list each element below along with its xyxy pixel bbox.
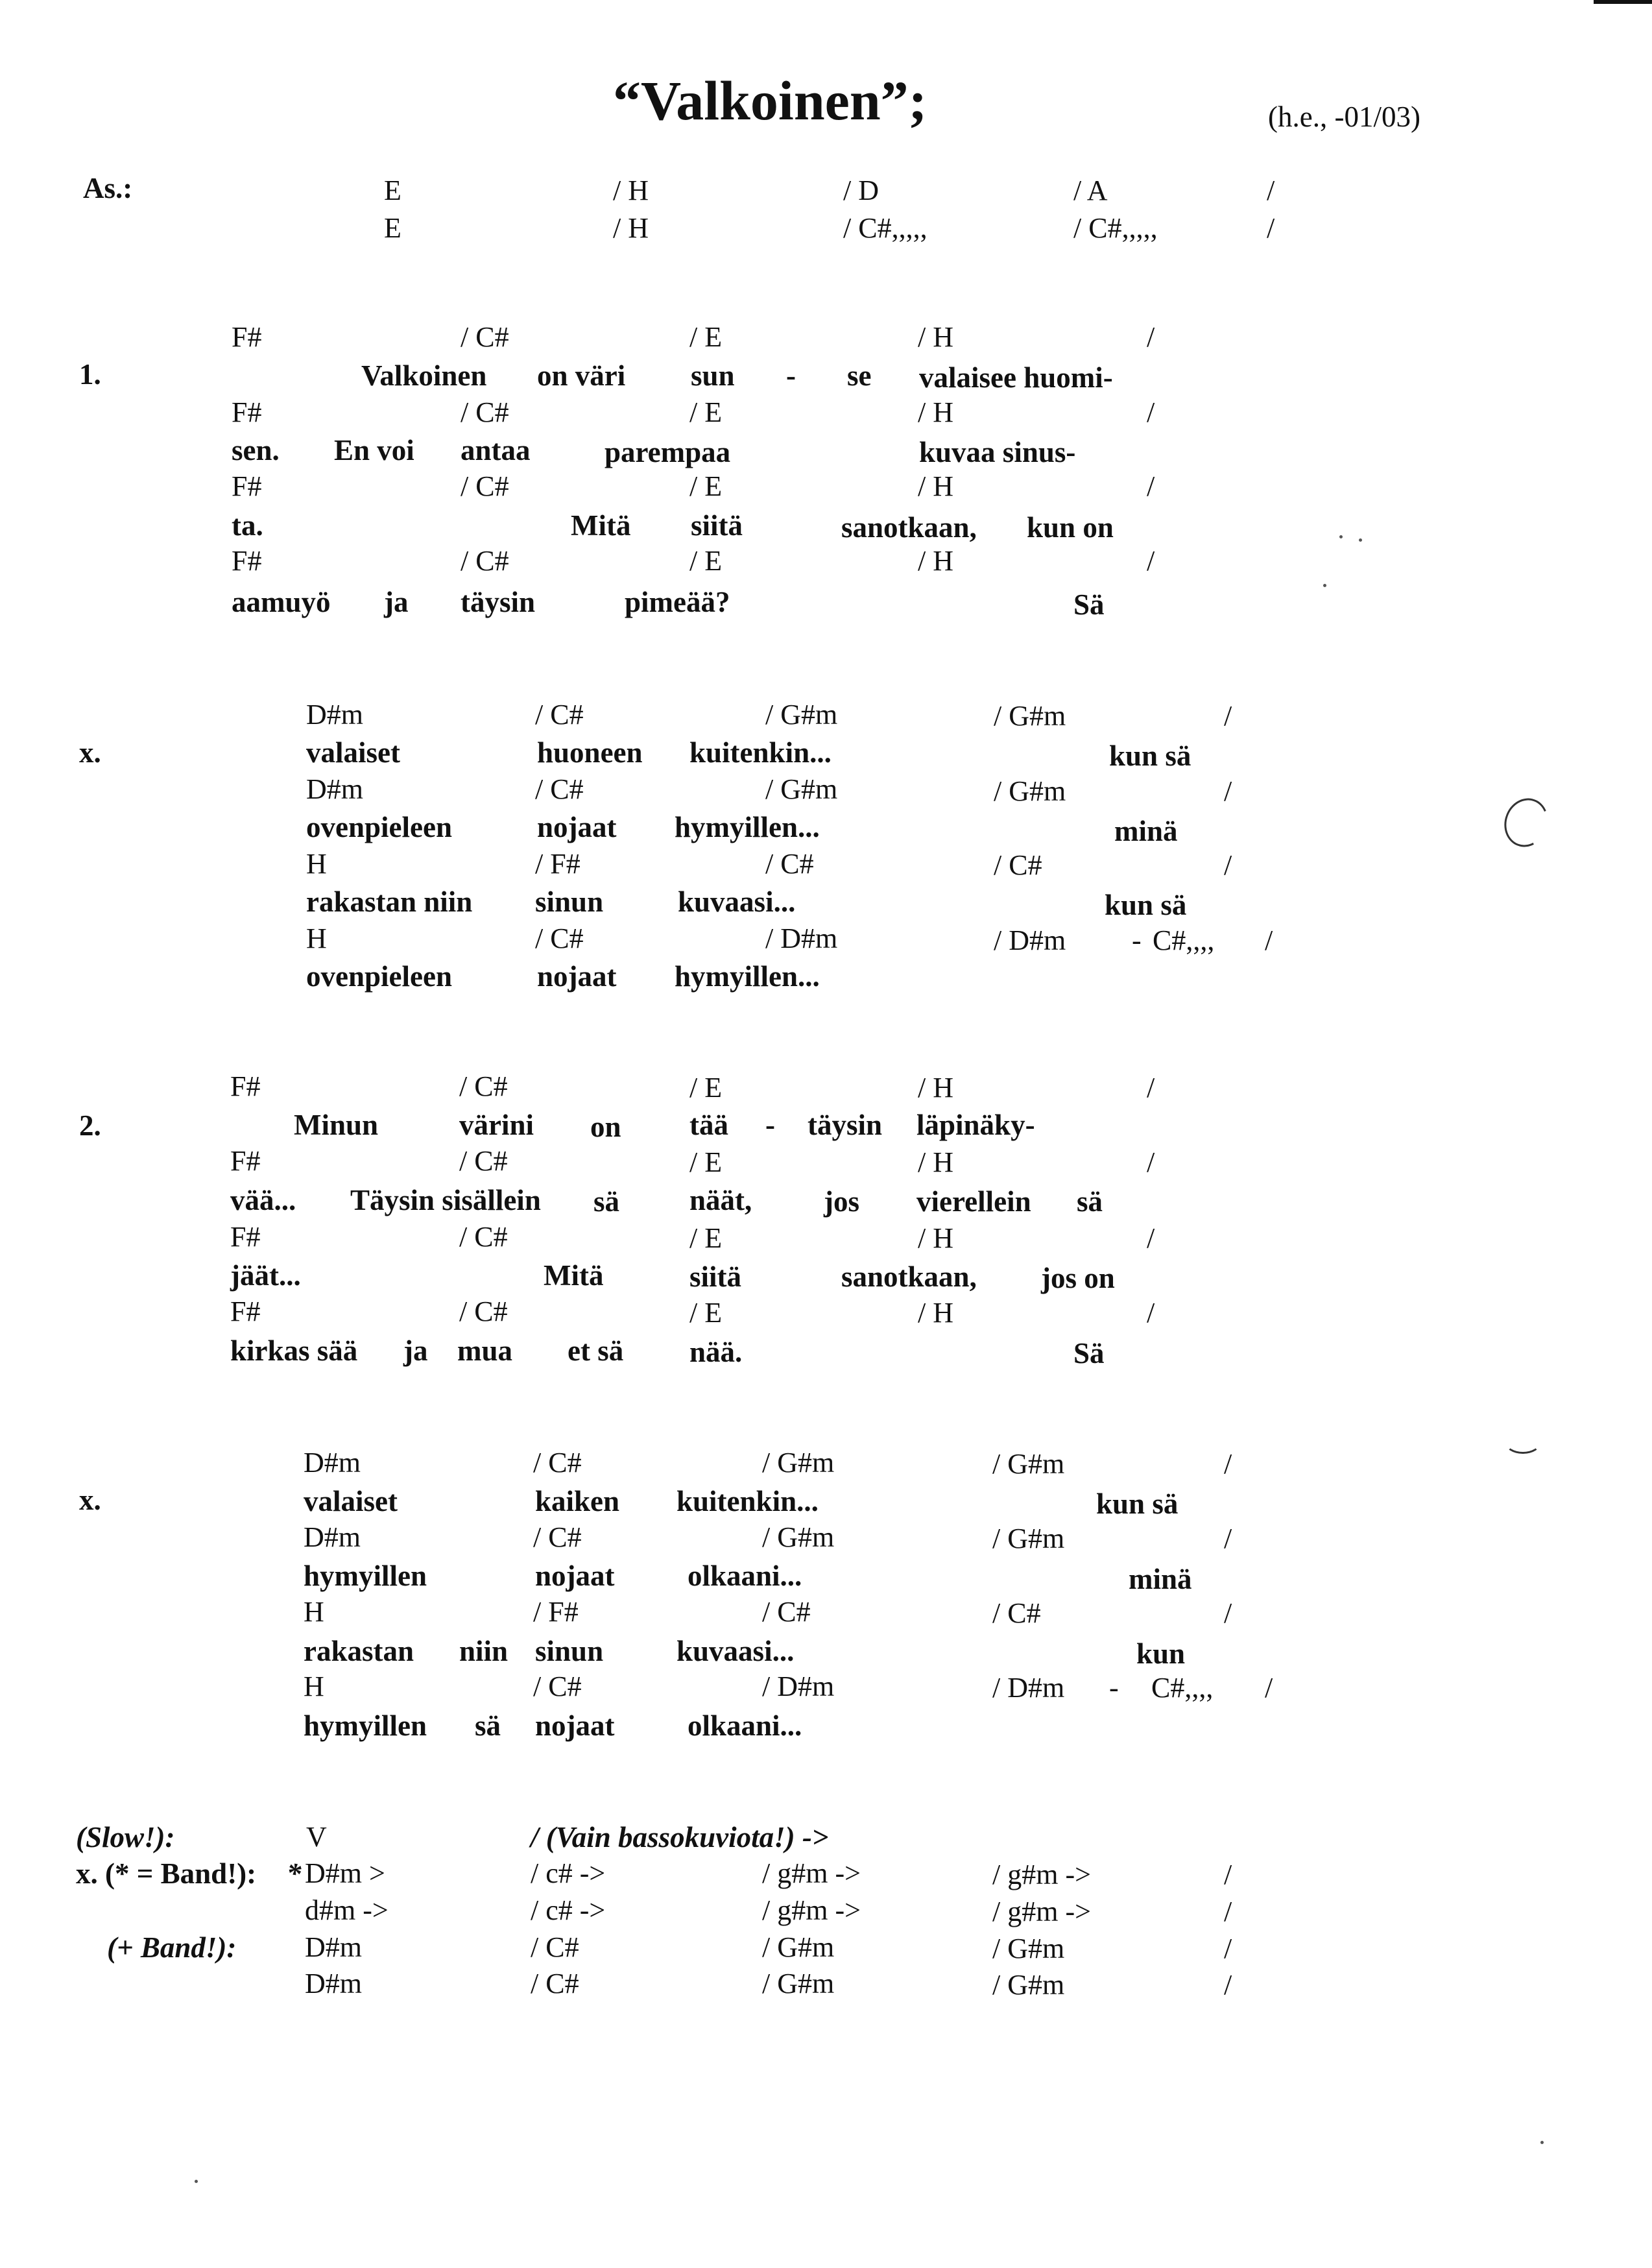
chord: E [384,212,401,244]
lyric: rakastan [304,1635,414,1667]
lyric: vää... [230,1184,296,1216]
chord: / H [918,1297,953,1329]
chord: / E [689,1297,723,1329]
lyric: sä [593,1185,620,1218]
bar-line: / [1224,1859,1232,1890]
lyric: - [786,359,796,392]
chord: / D [843,175,879,206]
bar-line: / [1147,1146,1155,1178]
chord: / C# [461,470,509,502]
chord: / G#m [992,1448,1065,1480]
chord: / G#m [992,1523,1065,1554]
lyric: mua [457,1334,513,1367]
lyric: sen. [232,434,280,466]
chord: / C# [533,1447,582,1478]
bar-line: / [1224,700,1232,732]
chord: / A [1073,175,1108,206]
bar-line: / [1265,1672,1273,1704]
lyric: ta. [232,509,263,542]
lyric: Mitä [571,509,631,542]
chord: / E [689,1072,723,1104]
lyric: jos [824,1185,859,1218]
lyric: parempaa [605,436,731,468]
chord: / c# -> [531,1857,606,1889]
chord: / g#m -> [762,1857,861,1889]
dash: - [1132,924,1142,956]
lyric: täysin [461,586,536,618]
chord: / C# [531,1931,579,1963]
lyric: se [847,359,872,392]
chord: / F# [535,848,581,880]
chord: D#m [306,773,363,805]
chord: / D#m [765,923,838,954]
chord: / C# [461,545,509,577]
scan-dot [1339,535,1343,538]
chord: / C# [533,1671,582,1702]
chord: / H [918,1222,953,1254]
chord: / G#m [762,1447,835,1478]
lyric: kun sä [1105,889,1187,921]
bar-line: / [1147,396,1155,428]
chord: / D#m [992,1672,1065,1704]
lyric: vierellein [916,1185,1031,1218]
chord: / C# [535,923,584,954]
song-title: “Valkoinen”; [613,69,928,132]
chord: D#m [305,1931,362,1963]
lyric: nää. [689,1336,743,1368]
chord: C#,,,, [1151,1672,1214,1704]
lyric: ja [403,1334,428,1367]
lyric: kuvaa sinus- [919,436,1076,468]
lyric: ovenpieleen [306,960,452,993]
scan-dot [1540,2141,1544,2144]
lyric: sä [1077,1185,1103,1218]
chord: / H [918,396,953,428]
bar-line: / [1265,924,1273,956]
chorus2-label: x. [79,1484,101,1516]
chord: H [304,1596,324,1628]
plus-band-label: (+ Band!): [107,1931,237,1964]
chord: V [306,1821,327,1853]
lyric: - [765,1109,775,1141]
lyric: näät, [689,1184,752,1216]
chord: / D#m [994,924,1066,956]
chord: / F# [533,1596,579,1628]
lyric: valaiset [306,736,400,769]
chord: / C# [994,849,1042,881]
chord: / H [918,1146,953,1178]
chord: / C# [535,699,584,730]
bar-line: / [1224,1448,1232,1480]
lyric: kun sä [1109,740,1191,772]
chord: / D#m [762,1671,835,1702]
lyric: Mitä [544,1259,604,1292]
chord: C#,,,, [1153,924,1215,956]
scan-dot [1359,538,1362,542]
lyric: sanotkaan, [841,511,977,544]
lyric: jäät... [230,1259,301,1292]
lyric: pimeää? [625,586,730,618]
lyric: sanotkaan, [841,1261,977,1293]
chord: / H [918,545,953,577]
chorus1-label: x. [79,736,101,769]
lyric: kun on [1027,511,1114,544]
chord: / C#,,,,, [843,212,928,244]
lyric: valaisee huomi- [919,361,1113,394]
bar-line: / [1147,1222,1155,1254]
lyric: täysin [808,1109,883,1141]
chord: F# [232,470,262,502]
lyric: on väri [537,359,626,392]
lyric: sä [475,1709,501,1742]
chord: / E [689,1146,723,1178]
lyric: siitä [691,509,743,542]
chord: D#m [305,1968,362,1999]
bar-line: / [1147,321,1155,353]
verse2-label: 2. [79,1109,101,1142]
chord: / G#m [992,1969,1065,2001]
page-edge-mark [1594,0,1652,4]
chord: / C# [531,1968,579,1999]
bar-line: / [1224,1523,1232,1554]
lyric: sinun [535,886,604,918]
lyric: antaa [461,434,531,466]
lyric: kuvaasi... [676,1635,795,1667]
chord: / G#m [762,1521,835,1553]
date-note: (h.e., -01/03) [1268,101,1420,133]
bar-line: / [1224,1969,1232,2001]
chord: F# [232,396,262,428]
chord: / H [613,175,649,206]
lyric: Täysin sisällein [350,1184,541,1216]
chord: E [384,175,401,206]
lyric: Sä [1073,1337,1105,1369]
bar-line: / [1224,849,1232,881]
chord: / C# [765,848,814,880]
band-label: x. (* = Band!): [76,1857,257,1890]
chord: H [306,923,327,954]
lyric: on [590,1111,621,1143]
chord: F# [232,545,262,577]
lyric: niin [459,1635,509,1667]
lyric: siitä [689,1261,742,1293]
scan-dot [195,2180,198,2183]
lyric: nojaat [535,1709,615,1742]
lyric: kirkas sää [230,1334,358,1367]
lyric: hymyillen... [675,811,820,843]
lyric: En voi [334,434,414,466]
chord: / H [918,321,953,353]
chord: / C# [459,1221,508,1253]
chord: / G#m [765,773,838,805]
chord: F# [230,1145,261,1177]
bar-line: / [1267,212,1275,244]
lyric: huoneen [537,736,643,769]
lyric: aamuyö [232,586,331,618]
lyric: ja [384,586,409,618]
chord: / G#m [994,700,1066,732]
lyric: jos on [1041,1262,1115,1294]
lyric: sinun [535,1635,604,1667]
slow-note: / (Vain bassokuviota!) -> [531,1821,829,1853]
lyric: tää [689,1109,728,1141]
chord: / C# [459,1145,508,1177]
chord: / E [689,470,723,502]
chord: / C# [535,773,584,805]
lyric: minä [1114,815,1178,847]
chord: / g#m -> [992,1896,1091,1927]
bar-line: / [1147,1297,1155,1329]
lyric: Valkoinen [361,359,487,392]
band-star: * [287,1857,302,1890]
lyric: olkaani... [688,1560,802,1592]
bar-line: / [1224,1597,1232,1629]
scan-mark [1498,792,1555,853]
verse1-label: 1. [79,358,101,391]
bar-line: / [1147,1072,1155,1104]
lyric: kaiken [535,1485,620,1517]
bar-line: / [1224,775,1232,807]
chord: / G#m [765,699,838,730]
chord: / C# [992,1597,1041,1629]
chord: / E [689,396,723,428]
chord: / H [918,470,953,502]
lyric: minä [1129,1563,1192,1595]
lyric: värini [459,1109,534,1141]
dash: - [1109,1672,1119,1704]
chord: / E [689,1222,723,1254]
intro-label: As.: [83,172,133,204]
chord: H [306,848,327,880]
lyric: kuitenkin... [676,1485,819,1517]
bar-line: / [1224,1933,1232,1964]
chord: / g#m -> [992,1859,1091,1890]
chord: / G#m [762,1931,835,1963]
lyric: valaiset [304,1485,398,1517]
slow-label: (Slow!): [76,1821,175,1853]
chord: / C# [762,1596,811,1628]
lyric: nojaat [537,811,617,843]
chord: D#m > [305,1857,385,1889]
chord: / G#m [762,1968,835,1999]
lyric: nojaat [535,1560,615,1592]
lyric: hymyillen [304,1560,427,1592]
lyric: läpinäky- [916,1109,1035,1141]
chord: F# [230,1296,261,1327]
bar-line: / [1147,470,1155,502]
chord: / g#m -> [762,1894,861,1926]
chord: / C#,,,,, [1073,212,1158,244]
chord: F# [232,321,262,353]
chord: d#m -> [305,1894,389,1926]
chord: F# [230,1221,261,1253]
chord: / C# [533,1521,582,1553]
chord: D#m [304,1521,361,1553]
chord: H [304,1671,324,1702]
lyric: rakastan niin [306,886,473,918]
chord: D#m [304,1447,361,1478]
lyric: Sä [1073,588,1105,621]
lyric: kun sä [1096,1488,1179,1520]
chord: / H [613,212,649,244]
lyric: ovenpieleen [306,811,452,843]
bar-line: / [1224,1896,1232,1927]
lyric: hymyillen [304,1709,427,1742]
chord: / C# [459,1296,508,1327]
chord: / G#m [992,1933,1065,1964]
lyric: kuitenkin... [689,736,832,769]
lyric: kun [1136,1637,1186,1670]
lyric: nojaat [537,960,617,993]
bar-line: / [1267,175,1275,206]
chord: / E [689,545,723,577]
lyric: et sä [568,1334,624,1367]
chord: / C# [459,1070,508,1102]
chord: / E [689,321,723,353]
lyric: kuvaasi... [678,886,796,918]
chord: / C# [461,321,509,353]
lyric: sun [691,359,735,392]
lyric: Minun [294,1109,379,1141]
scan-mark [1505,1430,1541,1454]
chord: / C# [461,396,509,428]
lyric: olkaani... [688,1709,802,1742]
lyric: hymyillen... [675,960,820,993]
chord: / c# -> [531,1894,606,1926]
chord: F# [230,1070,261,1102]
scan-dot [1323,584,1326,587]
chord: D#m [306,699,363,730]
chord: / H [918,1072,953,1104]
bar-line: / [1147,545,1155,577]
chord: / G#m [994,775,1066,807]
